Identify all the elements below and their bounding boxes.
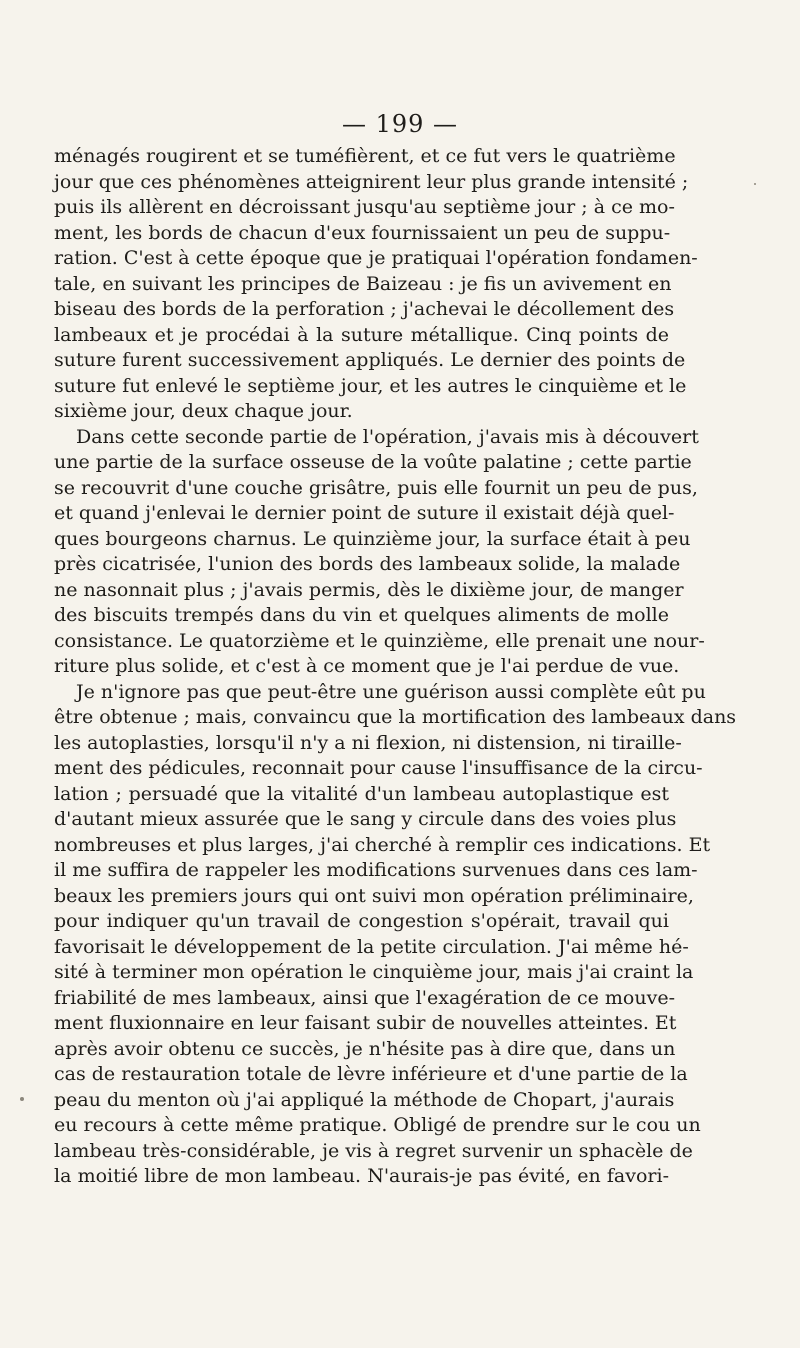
paper-speck xyxy=(20,1097,24,1101)
text-line: ment fluxionnaire en leur faisant subir de nouvelles atteintes. Et xyxy=(54,1012,677,1034)
text-line: une partie de la surface osseuse de la voûte palatine ; cette partie xyxy=(54,451,692,473)
text-line: il me suffira de rappeler les modifications survenues dans ces lam- xyxy=(54,859,698,881)
page-number: — 199 — xyxy=(341,110,459,138)
text-line: cas de restauration totale de lèvre inférieure et d'une partie de la xyxy=(54,1063,688,1085)
text-line: pour indiquer qu'un travail de congestion s'opérait, travail qui xyxy=(54,910,669,932)
text-line: nombreuses et plus larges, j'ai cherché à remplir ces indications. Et xyxy=(54,833,711,856)
text-line: consistance. Le quatorzième et le quinzième, elle prenait une nour- xyxy=(54,629,705,652)
text-line: près cicatrisée, l'union des bords des lambeaux solide, la malade xyxy=(54,553,681,575)
text-line: tale, en suivant les principes de Baizeau : je fis un avivement en xyxy=(54,272,672,295)
text-line: biseau des bords de la perforation ; j'achevai le décollement des xyxy=(54,298,675,320)
text-line: lation ; persuadé que la vitalité d'un lambeau autoplastique est xyxy=(54,782,669,805)
text-line: friabilité de mes lambeaux, ainsi que l'exagération de ce mouve- xyxy=(54,986,675,1009)
text-line: favorisait le développement de la petite circulation. J'ai même hé- xyxy=(54,935,689,958)
paper-speck xyxy=(754,183,756,185)
text-line: des biscuits trempés dans du vin et quelques aliments de molle xyxy=(54,604,669,626)
text-line: suture fut enlevé le septième jour, et les autres le cinquième et le xyxy=(54,374,687,397)
text-line: eu recours à cette même pratique. Obligé de prendre sur le cou un xyxy=(54,1114,701,1136)
text-line: ne nasonnait plus ; j'avais permis, dès le dixième jour, de manger xyxy=(54,578,684,601)
paragraph-end-line: sixième jour, deux chaque jour. xyxy=(54,400,353,422)
text-line: les autoplasties, lorsqu'il n'y a ni flexion, ni distension, ni tiraille- xyxy=(54,731,682,754)
text-line: beaux les premiers jours qui ont suivi mon opération préliminaire, xyxy=(54,884,694,907)
text-line: ménagés rougirent et se tuméfièrent, et ce fut vers le quatrième xyxy=(54,145,676,167)
paragraph-start-line: Dans cette seconde partie de l'opération, j'avais mis à découvert xyxy=(76,425,699,448)
paragraph-end-line: riture plus solide, et c'est à ce moment que je l'ai perdue de vue. xyxy=(54,655,680,677)
text-line: jour que ces phénomènes atteignirent leur plus grande intensité ; xyxy=(54,170,689,193)
text-line: puis ils allèrent en décroissant jusqu'au septième jour ; à ce mo- xyxy=(54,196,675,218)
text-line: ques bourgeons charnus. Le quinzième jour, la surface était à peu xyxy=(54,527,691,550)
paragraph-start-line: Je n'ignore pas que peut-être une guérison aussi complète eût pu xyxy=(76,680,706,703)
text-line: peau du menton où j'ai appliqué la méthode de Chopart, j'aurais xyxy=(54,1088,675,1111)
text-line: lambeau très-considérable, je vis à regret survenir un sphacèle de xyxy=(54,1139,693,1162)
text-line: être obtenue ; mais, convaincu que la mortification des lambeaux dans xyxy=(54,706,737,728)
text-line: suture furent successivement appliqués. Le dernier des points de xyxy=(54,349,686,371)
text-line: la moitié libre de mon lambeau. N'aurais-je pas évité, en favori- xyxy=(54,1165,669,1187)
text-line: et quand j'enlevai le dernier point de suture il existait déjà quel- xyxy=(54,502,675,524)
text-line: sité à terminer mon opération le cinquième jour, mais j'ai craint la xyxy=(54,961,694,983)
text-line: ment, les bords de chacun d'eux fournissaient un peu de suppu- xyxy=(54,221,671,244)
body-text xyxy=(54,144,737,1190)
text-line: d'autant mieux assurée que le sang y circule dans des voies plus xyxy=(54,808,677,830)
text-line: ment des pédicules, reconnait pour cause l'insuffisance de la circu- xyxy=(54,757,703,779)
text-line: après avoir obtenu ce succès, je n'hésite pas à dire que, dans un xyxy=(54,1037,676,1060)
text-line: se recouvrit d'une couche grisâtre, puis elle fournit un peu de pus, xyxy=(54,476,698,499)
text-line: ration. C'est à cette époque que je pratiquai l'opération fondamen- xyxy=(54,247,698,269)
text-line: lambeaux et je procédai à la suture métallique. Cinq points de xyxy=(54,323,669,346)
